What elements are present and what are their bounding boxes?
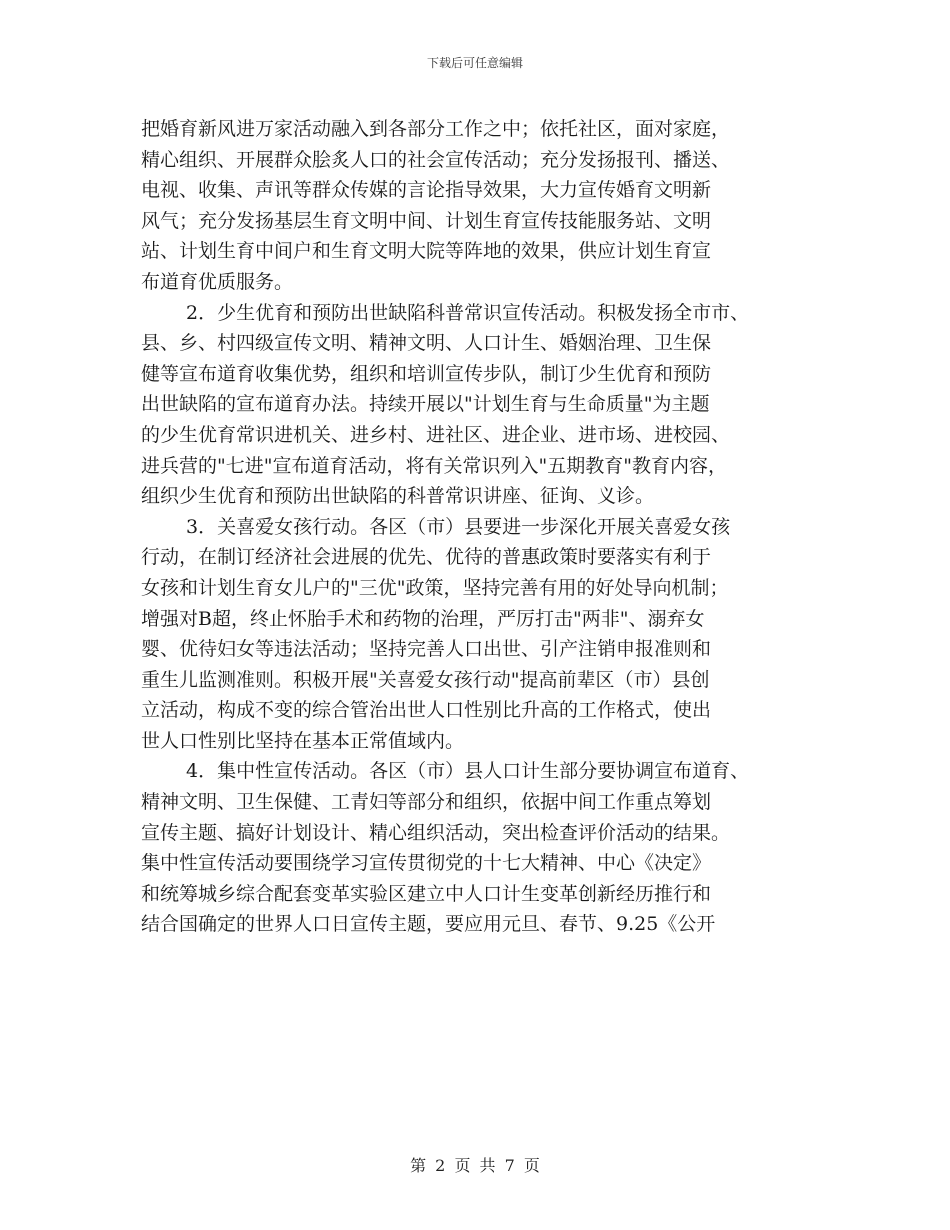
text-line: 世人口性别比坚持在基本正常值域内。 xyxy=(141,729,465,752)
paragraph-start-line: 2．少生优育和预防出世缺陷科普常识宣传活动。积极发扬全市市、 xyxy=(186,301,750,324)
text-line: 精心组织、开展群众脍炙人口的社会宣传活动；充分发扬报刊、播送、 xyxy=(141,148,731,171)
text-line: 宣传主题、搞好计划设计、精心组织活动，突出检查评价活动的结果。 xyxy=(141,821,731,844)
text-line: 行动，在制订经济社会进展的优先、优待的普惠政策时要落实有利于 xyxy=(141,546,712,569)
paragraph-start-line: 4．集中性宣传活动。各区（市）县人口计生部分要协调宣布道育、 xyxy=(186,760,750,783)
text-line: 集中性宣传活动要围绕学习宣传贯彻党的十七大精神、中心《决定》 xyxy=(141,852,712,875)
text-line: 重生儿监测准则。积极开展"关喜爱女孩行动"提高前辈区（市）县创 xyxy=(141,668,710,691)
text-line: 女孩和计划生育女儿户的"三优"政策，坚持完善有用的好处导向机制； xyxy=(141,576,729,599)
text-line: 把婚育新风进万家活动融入到各部分工作之中；依托社区，面对家庭， xyxy=(141,118,731,140)
paragraph-start-line: 3．关喜爱女孩行动。各区（市）县要进一步深化开展关喜爱女孩 xyxy=(186,515,731,538)
page-number: 第 2 页 共 7 页 xyxy=(410,1156,540,1175)
text-line: 进兵营的"七进"宣布道育活动，将有关常识列入"五期教育"教育内容， xyxy=(141,454,727,477)
text-line: 增强对B超，终止怀胎手术和药物的治理，严厉打击"两非"、溺弃女 xyxy=(141,607,705,630)
text-line: 电视、收集、声讯等群众传媒的言论指导效果，大力宣传婚育文明新 xyxy=(141,179,712,202)
text-line: 布道育优质服务。 xyxy=(141,270,294,293)
text-line: 和统筹城乡综合配套变革实验区建立中人口计生变革创新经历推行和 xyxy=(141,882,712,905)
text-line: 组织少生优育和预防出世缺陷的科普常识讲座、征询、义诊。 xyxy=(141,485,655,508)
text-line: 出世缺陷的宣布道育办法。持续开展以"计划生育与生命质量"为主题 xyxy=(141,393,710,416)
text-line: 站、计划生育中间户和生育文明大院等阵地的效果，供应计划生育宣 xyxy=(141,240,712,263)
text-line: 立活动，构成不变的综合管治出世人口性别比升高的工作格式，使出 xyxy=(141,699,712,722)
text-line: 健等宣布道育收集优势，组织和培训宣传步队，制订少生优育和预防 xyxy=(141,362,712,385)
text-line: 精神文明、卫生保健、工青妇等部分和组织，依据中间工作重点筹划 xyxy=(141,791,712,814)
text-line: 婴、优待妇女等违法活动；坚持完善人口出世、引产注销申报准则和 xyxy=(141,638,712,661)
text-line: 结合国确定的世界人口日宣传主题，要应用元旦、春节、9.25《公开 xyxy=(141,913,716,936)
text-line: 风气；充分发扬基层生育文明中间、计划生育宣传技能服务站、文明 xyxy=(141,209,712,232)
text-line: 县、乡、村四级宣传文明、精神文明、人口计生、婚姻治理、卫生保 xyxy=(141,332,712,355)
page-header: 下载后可任意编辑 xyxy=(426,56,523,70)
document-body xyxy=(141,114,841,940)
text-line: 的少生优育常识进机关、进乡村、进社区、进企业、进市场、进校园、 xyxy=(141,423,731,446)
